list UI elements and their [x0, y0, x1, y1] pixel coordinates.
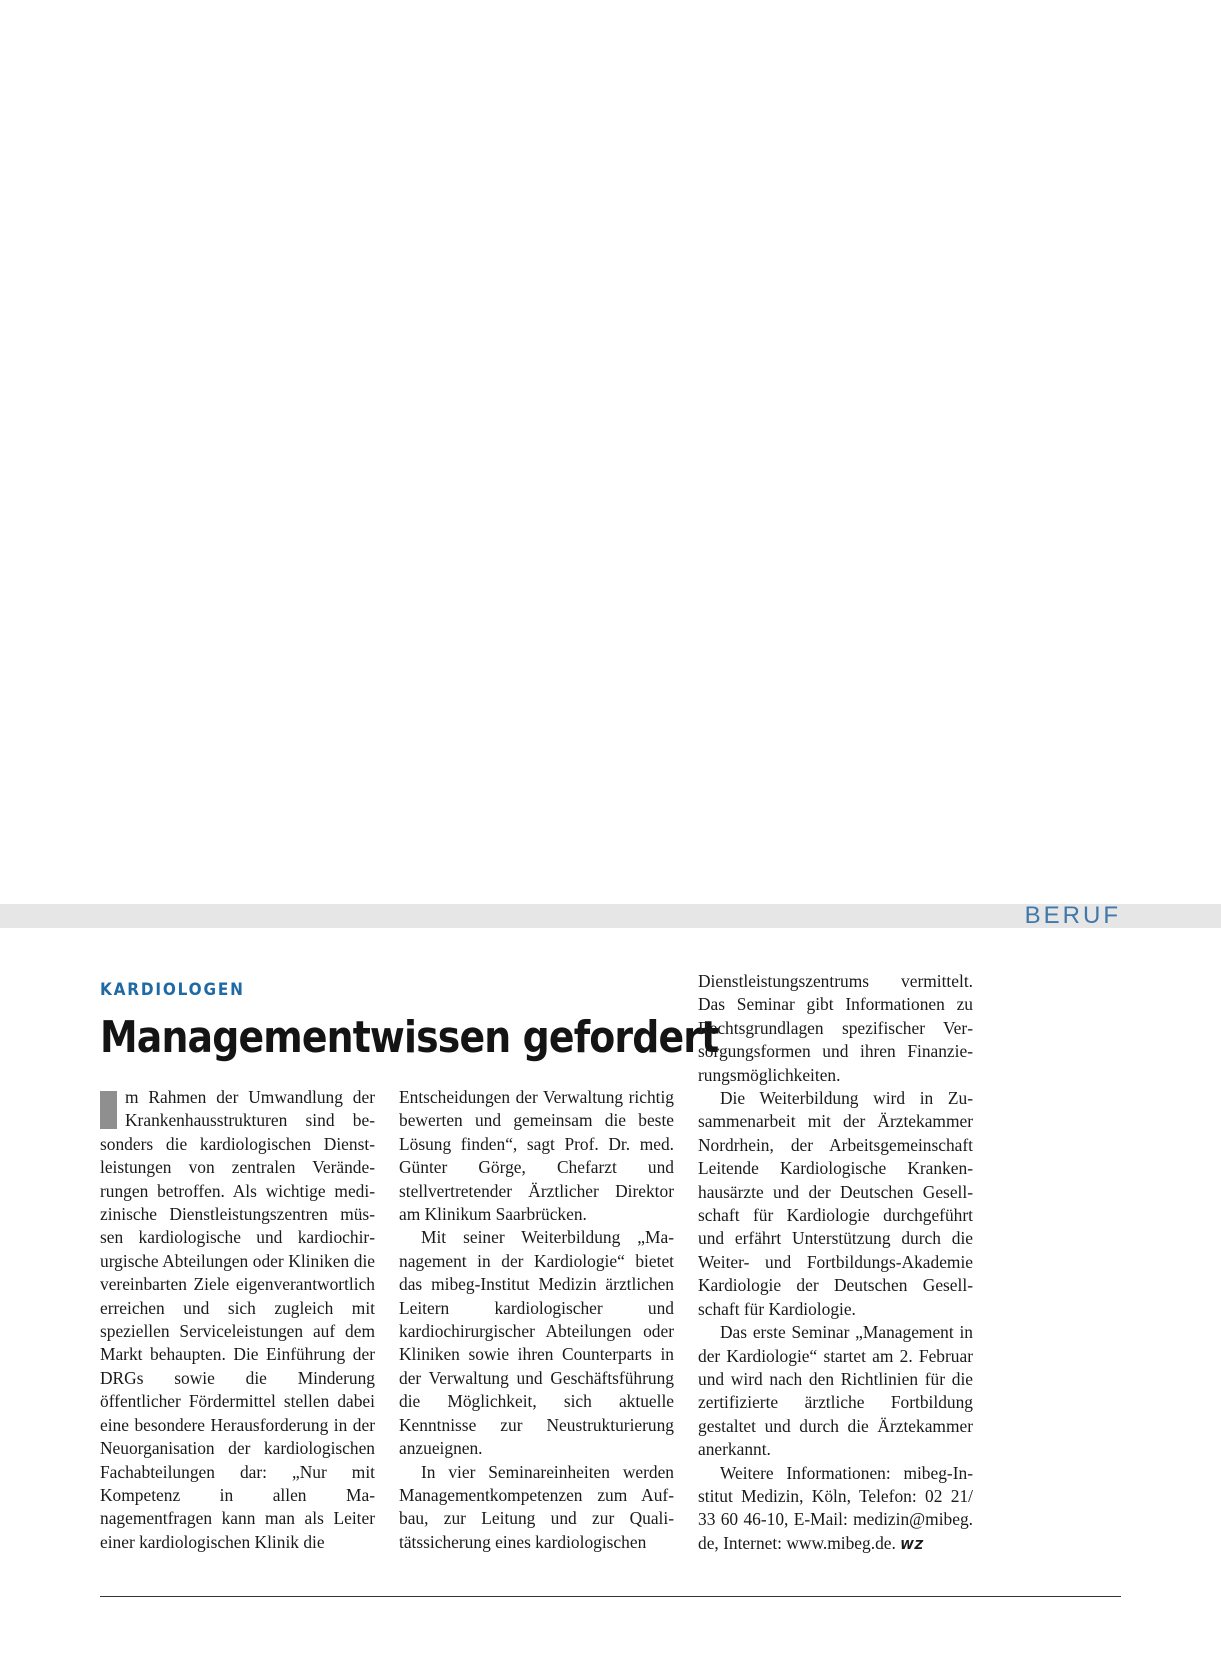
drop-cap: [100, 1091, 117, 1129]
author-signature: WZ: [900, 1537, 925, 1552]
paragraph: Dienstleistungszentrums vermittelt. Das Seminar gibt Informationen zu Rechtsgrundlagen spezifischer Versorgungsformen und ihren Finanzierungsmöglichkeiten.: [698, 971, 973, 1085]
article-kicker: KARDIOLOGEN: [100, 980, 245, 1000]
paragraph: Mit seiner Weiterbildung „Management in der Kardiologie“ bietet das mibeg-Institut Medizin ärztlichen Leitern kardiologischer und kardiochirurgischer Abteilungen oder Kliniken sowie ihren Counterparts in der Verwaltung und Geschäftsführung die Möglichkeit, sich aktuelle Kenntnisse zur Neustrukturierung anzueignen.: [399, 1227, 674, 1459]
contact-info: Weitere Informationen: mibeg-Institut Medizin, Köln, Telefon: 02 21/ 33 60 46-10, E-Mail: medizin@mibeg. de, Internet: www.mibeg.de.: [698, 1462, 973, 1553]
paragraph: In vier Seminareinheiten werden Managementkompetenzen zum Aufbau, zur Leitung und zur Qualitätssicherung eines kardiologischen: [399, 1461, 674, 1552]
article-headline: Managementwissen gefordert: [100, 1012, 719, 1063]
paragraph: Das erste Seminar „Management in der Kardiologie“ startet am 2. Februar und wird nach den Richtlinien für die zertifizierte ärztliche Fortbildung gestaltet und durch die Ärztekammer anerkannt.: [698, 1322, 973, 1460]
paragraph: Die Weiterbildung wird in Zusammenarbeit mit der Ärztekammer Nordrhein, der Arbeitsgemeinschaft Leitende Kardiologische Krankenhausärzte und der Deutschen Gesellschaft für Kardiologie durchgeführt und erfährt Unterstützung durch die Weiter- und Fortbildungs-Akademie Kardiologie der Deutschen Gesellschaft für Kardiologie.: [698, 1088, 973, 1319]
article-column-2: [399, 1086, 674, 1554]
paragraph: [698, 1462, 973, 1558]
paragraph: Entscheidungen der Verwaltung richtig bewerten und gemeinsam die beste Lösung finden“, sagt Prof. Dr. med. Günter Görge, Chefarzt und stellvertretender Ärztlicher Direktor am Klinikum Saarbrücken.: [399, 1087, 674, 1225]
article-column-1: [100, 1086, 375, 1554]
article-column-3: [698, 970, 973, 1557]
bottom-rule: [100, 1596, 1121, 1597]
paragraph-text: m Rahmen der Umwandlung der Krankenhausstrukturen sind besonders die kardiologischen Dienstleistungen von zentralen Veränderungen betroffen. Als wichtige medizinische Dienstleistungszentren müssen kardiologische und kardiochirurgische Abteilungen oder Kliniken die vereinbarten Ziele eigenverantwortlich erreichen und sich zugleich mit speziellen Serviceleistungen auf dem Markt behaupten. Die Einführung der DRGs sowie die Minderung öffentlicher Fördermittel stellen dabei eine besondere Herausforderung in der Neuorganisation der kardiologischen Fachabteilungen dar: „Nur mit Kompetenz in allen Managementfragen kann man als Leiter einer kardiologischen Klinik die: [100, 1087, 375, 1552]
section-label: BERUF: [1024, 902, 1121, 929]
paragraph: [100, 1086, 375, 1554]
